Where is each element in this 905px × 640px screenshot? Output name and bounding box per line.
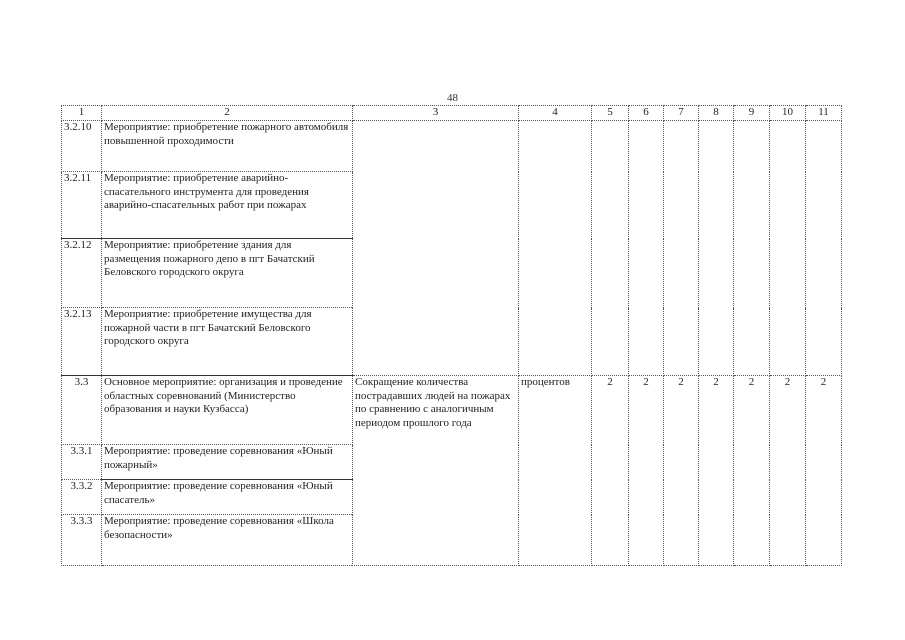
row-name: Мероприятие: приобретение пожарного автомобиля повышенной проходимости [102,121,353,172]
unit-cell: процентов [519,376,592,566]
row-number: 3.2.12 [62,239,102,308]
row-number: 3.3.2 [62,480,102,515]
value-cell: 2 [806,376,842,566]
header-cell: 4 [519,106,592,121]
row-name: Мероприятие: приобретение здания для размещения пожарного депо в пгт Бачатский Беловского городского округа [102,239,353,308]
header-cell: 2 [102,106,353,121]
header-cell: 7 [664,106,699,121]
value-cell: 2 [770,376,806,566]
value-cell [770,121,806,376]
header-cell: 6 [629,106,664,121]
row-name: Мероприятие: проведение соревнования «Юный пожарный» [102,445,353,480]
row-name: Мероприятие: приобретение имущества для пожарной части в пгт Бачатский Беловского городского округа [102,308,353,376]
row-number: 3.3 [62,376,102,445]
row-name: Мероприятие: приобретение аварийно-спасательного инструмента для проведения аварийно-спасательных работ при пожарах [102,172,353,239]
table-row [62,376,842,445]
page-number: 48 [447,92,458,104]
header-cell: 9 [734,106,770,121]
value-cell: 2 [699,376,734,566]
value-cell: 2 [664,376,699,566]
value-cell: 2 [734,376,770,566]
value-cell [592,121,629,376]
table-row [62,121,842,172]
indicator-cell [353,121,519,376]
value-cell: 2 [629,376,664,566]
header-cell: 3 [353,106,519,121]
table-header-row [62,106,842,121]
unit-cell [519,121,592,376]
value-cell [629,121,664,376]
row-name: Основное мероприятие: организация и проведение областных соревнований (Министерство образования и науки Кузбасса) [102,376,353,445]
row-number: 3.3.3 [62,515,102,566]
value-cell [806,121,842,376]
indicator-cell: Сокращение количества пострадавших людей на пожарах по сравнению с аналогичным периодом прошлого года [353,376,519,566]
row-number: 3.2.13 [62,308,102,376]
header-cell: 11 [806,106,842,121]
header-cell: 8 [699,106,734,121]
row-name: Мероприятие: проведение соревнования «Юный спасатель» [102,480,353,515]
value-cell [664,121,699,376]
row-name: Мероприятие: проведение соревнования «Школа безопасности» [102,515,353,566]
header-cell: 5 [592,106,629,121]
row-number: 3.3.1 [62,445,102,480]
row-number: 3.2.10 [62,121,102,172]
value-cell: 2 [592,376,629,566]
row-number: 3.2.11 [62,172,102,239]
measures-table [61,105,842,566]
value-cell [734,121,770,376]
header-cell: 1 [62,106,102,121]
value-cell [699,121,734,376]
header-cell: 10 [770,106,806,121]
